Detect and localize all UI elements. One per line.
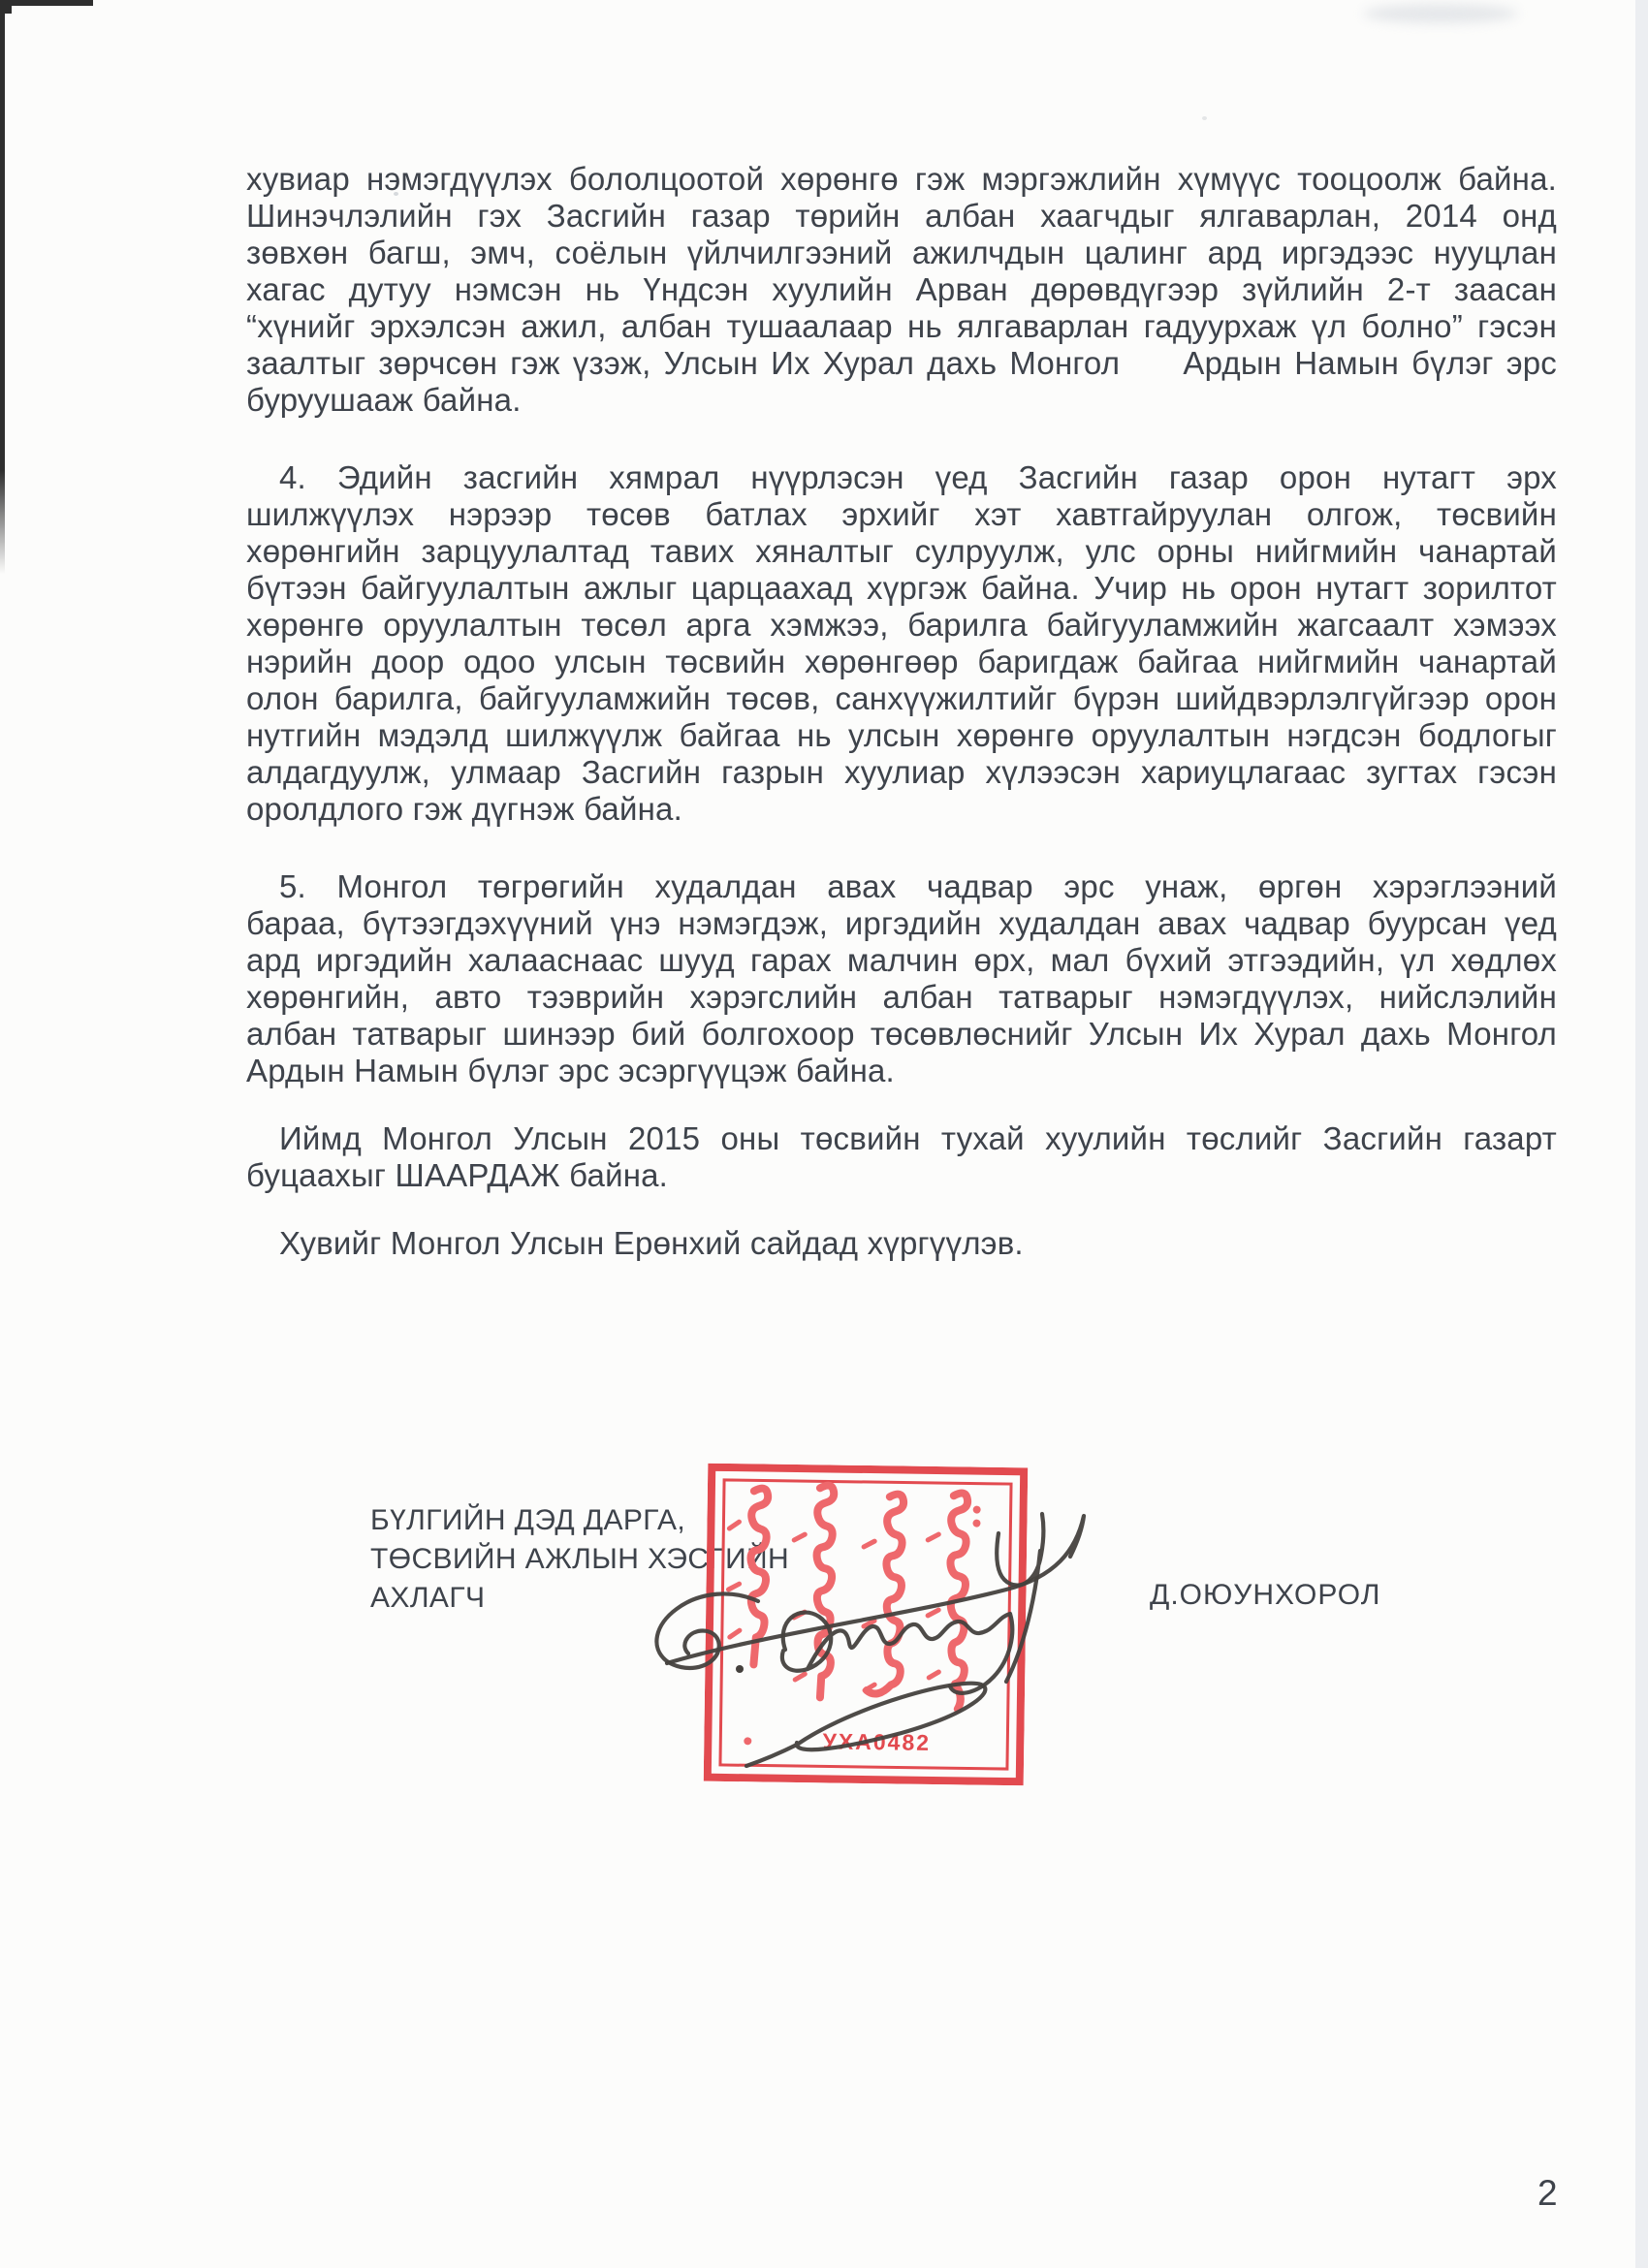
paragraph — [246, 161, 1557, 419]
signatory-name: Д.ОЮУНХОРОЛ — [1150, 1579, 1381, 1611]
text-line: нутгийн мэдэлд шилжүүлж байгаа нь улсын хөрөнгө оруулалтын нэгдсэн бодлогыг — [246, 717, 1557, 753]
text-line: олон барилга, байгууламжийн төсөв, санхүүжилтийг бүрэн шийдвэрлэлгүйгээр орон — [246, 680, 1557, 716]
text-line: Хувийг Монгол Улсын Ерөнхий сайдад хүргүүлэв. — [279, 1225, 1024, 1261]
text-line: хувиар нэмэгдүүлэх бололцоотой хөрөнгө гэж мэргэжлийн хүмүүс тооцоолж байна. — [246, 161, 1557, 197]
text-line: нэрийн доор одоо улсын төсвийн хөрөнгөөр баригдаж байгаа нийгмийн чанартай — [246, 644, 1557, 679]
scan-smudge — [1363, 4, 1518, 23]
text-line: хөрөнгө оруулалтын төсөл арга хэмжээ, барилга байгууламжийн жагсаалт хэмээх — [246, 607, 1557, 643]
text-line: хагас дутуу нэмсэн нь Үндсэн хуулийн Арван дөрөвдүгээр зүйлийн 2-т заасан — [246, 271, 1557, 307]
text-line: заалтыг зөрчсөн гэж үзэж, Улсын Их Хурал дахь Монгол Ардын Намын бүлэг эрс — [246, 345, 1557, 381]
paragraph — [246, 1225, 1557, 1262]
signatory-title-line: ТӨСВИЙН АЖЛЫН ХЭСГИЙН — [370, 1543, 790, 1575]
text-line: бараа, бүтээгдэхүүний үнэ нэмэгдэж, иргэдийн худалдан авах чадвар буурсан үед — [246, 905, 1557, 941]
paragraph — [246, 459, 1557, 828]
text-line: Иймд Монгол Улсын 2015 оны төсвийн тухай хуулийн төслийг Засгийн газарт — [279, 1120, 1557, 1156]
text-line: оролдлого гэж дүгнэж байна. — [246, 791, 682, 827]
text-line: хөрөнгийн зарцуулалтад тавих хяналтыг сулруулж, улс орны нийгмийн чанартай — [246, 533, 1557, 569]
scan-edge-artifact-top — [0, 0, 93, 6]
text-line: ард иргэдийн халааснаас шууд гарах малчин өрх, мал бүхий этгээдийн, үл хөдлөх — [246, 942, 1557, 978]
scan-edge-artifact-left — [0, 0, 5, 574]
document-body — [246, 161, 1557, 1262]
text-line: шилжүүлэх нэрээр төсөв батлах эрхийг хэт хавтгайруулан олгож, төсвийн — [246, 496, 1557, 532]
text-line: буруушааж байна. — [246, 382, 522, 418]
page-number: 2 — [1537, 2173, 1558, 2213]
text-line: “хүнийг эрхэлсэн ажил, албан тушаалаар нь ялгаварлан гадуурхаж үл болно” гэсэн — [246, 308, 1557, 344]
text-line: зөвхөн багш, эмч, соёлын үйлчилгээний ажилчдын цалинг ард иргэдээс нууцлан — [246, 235, 1557, 270]
stamp-code: УХА0482 — [822, 1728, 932, 1755]
signatory-title-line: АХЛАГЧ — [370, 1582, 486, 1614]
scan-speck — [1202, 116, 1207, 120]
text-line: бүтээн байгуулалтын ажлыг царцаахад хүргэж байна. Учир нь орон нутагт зорилтот — [246, 570, 1557, 606]
text-line: буцаахыг ШААРДАЖ байна. — [246, 1157, 669, 1193]
paragraph — [246, 868, 1557, 1089]
signatory-title-line: БҮЛГИЙН ДЭД ДАРГА, — [370, 1504, 686, 1536]
text-line: алдагдуулж, улмаар Засгийн газрын хуулиар хүлээсэн хариуцлагаас зугтах гэсэн — [246, 754, 1557, 790]
text-line: Шинэчлэлийн гэх Засгийн газар төрийн албан хаагчдыг ялгаварлан, 2014 онд — [246, 198, 1557, 234]
text-line: 5. Монгол төгрөгийн худалдан авах чадвар эрс унаж, өргөн хэрэглээний — [279, 868, 1557, 904]
text-line: 4. Эдийн засгийн хямрал нүүрлэсэн үед Засгийн газар орон нутагт эрх — [279, 459, 1557, 495]
text-line: Ардын Намын бүлэг эрс эсэргүүцэж байна. — [246, 1053, 895, 1088]
text-line: хөрөнгийн, авто тээврийн хэрэгслийн албан татварыг нэмэгдүүлэх, нийслэлийн — [246, 979, 1557, 1015]
signature-ink-icon — [599, 1481, 1148, 1781]
scan-edge-artifact-right — [1635, 0, 1648, 2268]
paragraph — [246, 1120, 1557, 1194]
text-line: албан татварыг шинээр бий болгохоор төсөвлөснийг Улсын Их Хурал дахь Монгол — [246, 1016, 1557, 1052]
